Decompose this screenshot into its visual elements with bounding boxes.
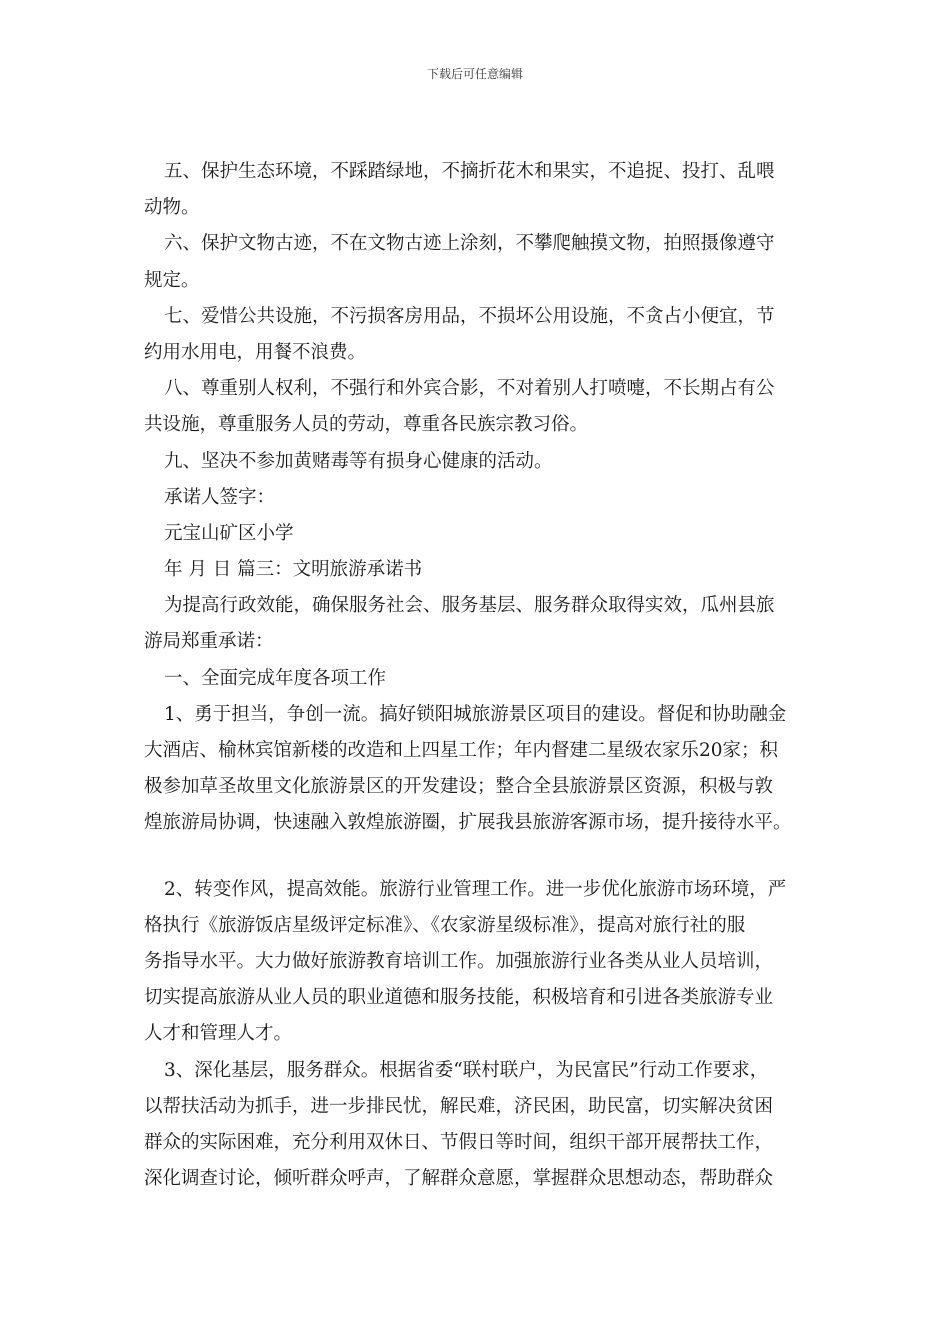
paragraph	[144, 552, 808, 588]
paragraph	[144, 480, 808, 516]
text-line: 动物。	[144, 197, 200, 219]
text-line: 约用水用电，用餐不浪费。	[144, 341, 367, 363]
text-line: 年 月 日 篇三：文明旅游承诺书	[164, 559, 423, 581]
text-line: 2、转变作风，提高效能。旅游行业管理工作。进一步优化旅游市场环境，严	[164, 878, 787, 900]
text-line: 共设施，尊重服务人员的劳动，尊重各民族宗教习俗。	[144, 414, 589, 436]
text-line: 切实提高旅游从业人员的职业道德和服务技能，积极培育和引进各类旅游专业	[144, 987, 774, 1009]
document-body	[144, 154, 808, 1197]
text-line: 七、爱惜公共设施，不污损客房用品，不损坏公用设施，不贪占小便宜，节	[164, 305, 775, 327]
text-line: 为提高行政效能，确保服务社会、服务基层、服务群众取得实效，瓜州县旅	[164, 595, 775, 617]
page-header: 下载后可任意编辑	[426, 67, 523, 81]
text-line: 九、坚决不参加黄赌毒等有损身心健康的活动。	[164, 450, 553, 472]
paragraph-gap	[144, 842, 808, 872]
text-line: 极参加草圣故里文化旅游景区的开发建设；整合全县旅游景区资源，积极与敦	[144, 776, 774, 798]
paragraph	[144, 226, 808, 298]
paragraph	[144, 697, 808, 842]
text-line: 人才和管理人才。	[144, 1023, 293, 1045]
text-line: 3、深化基层，服务群众。根据省委“联村联户，为民富民”行动工作要求，	[164, 1059, 769, 1081]
text-line: 格执行《旅游饭店星级评定标准》、《农家游星级标准》，提高对旅行社的服	[144, 914, 746, 936]
paragraph	[144, 371, 808, 443]
text-line: 五、保护生态环境，不踩踏绿地，不摘折花木和果实，不追捉、投打、乱喂	[164, 161, 775, 182]
text-line: 八、尊重别人权利，不强行和外宾合影，不对着别人打喷嚏，不长期占有公	[164, 378, 775, 400]
text-line: 1、勇于担当，争创一流。搞好锁阳城旅游景区项目的建设。督促和协助融金	[164, 703, 787, 725]
paragraph	[144, 516, 808, 552]
text-line: 六、保护文物古迹，不在文物古迹上涂刻，不攀爬触摸文物，拍照摄像遵守	[164, 233, 775, 255]
text-line: 承诺人签字：	[164, 486, 276, 508]
text-line: 煌旅游局协调，快速融入敦煌旅游圈，扩展我县旅游客源市场，提升接待水平。	[144, 812, 792, 834]
text-line: 深化调查讨论，倾听群众呼声，了解群众意愿，掌握群众思想动态，帮助群众	[144, 1168, 774, 1190]
paragraph	[144, 661, 808, 697]
text-line: 群众的实际困难，充分利用双休日、节假日等时间，组织干部开展帮扶工作，	[144, 1131, 774, 1153]
text-line: 务指导水平。大力做好旅游教育培训工作。加强旅游行业各类从业人员培训，	[144, 950, 774, 972]
text-line: 一、全面完成年度各项工作	[164, 667, 387, 689]
text-line: 规定。	[144, 269, 200, 291]
paragraph	[144, 444, 808, 480]
text-line: 大酒店、榆林宾馆新楼的改造和上四星工作；年内督建二星级农家乐20家；积	[144, 740, 779, 761]
paragraph	[144, 1053, 808, 1198]
paragraph	[144, 588, 808, 660]
paragraph	[144, 872, 808, 1053]
text-line: 以帮扶活动为抓手，进一步排民忧，解民难，济民困，助民富，切实解决贫困	[144, 1095, 774, 1117]
text-line: 元宝山矿区小学	[164, 522, 294, 544]
text-line: 游局郑重承诺：	[144, 631, 274, 653]
paragraph	[144, 299, 808, 371]
paragraph	[144, 154, 808, 226]
